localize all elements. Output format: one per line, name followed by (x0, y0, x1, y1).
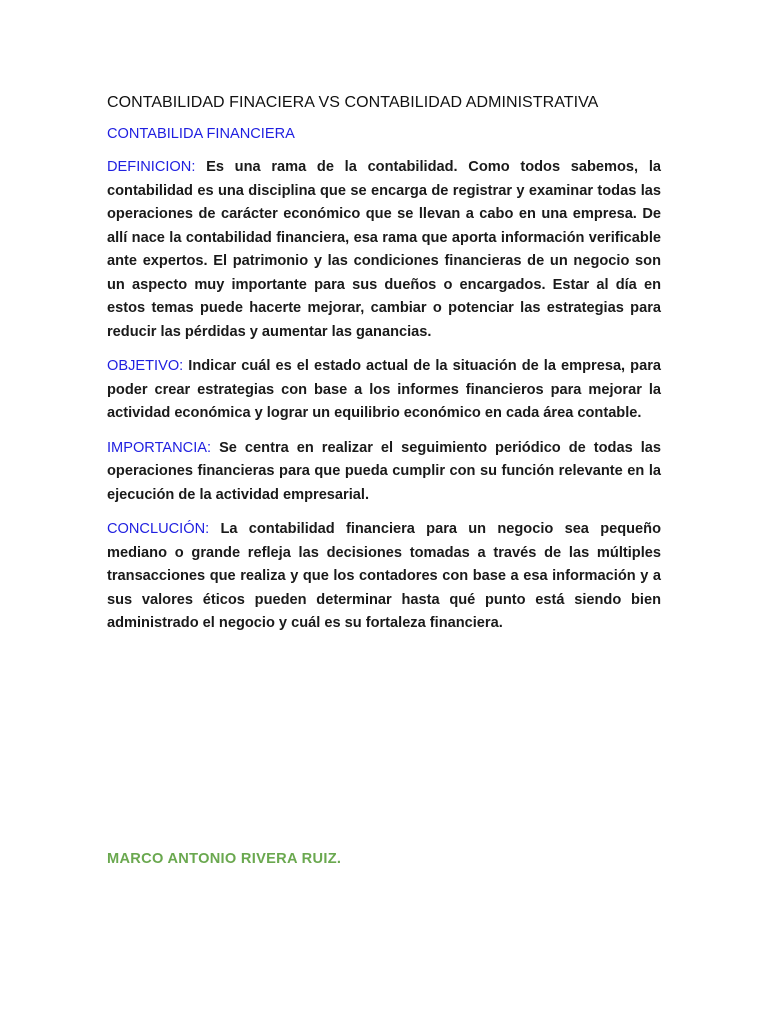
importance-paragraph (107, 437, 661, 508)
objective-paragraph (107, 355, 661, 426)
document-body (107, 94, 661, 647)
section-heading: CONTABILIDA FINANCIERA (107, 126, 295, 142)
importance-text: Se centra en realizar el seguimiento periódico de todas las operaciones financieras para que pueda cumplir con su función relevante en la ejecución de la actividad empresarial. (107, 439, 661, 503)
conclusion-text: La contabilidad financiera para un negocio sea pequeño mediano o grande refleja las decisiones tomadas a través de las múltiples transacciones que realiza y que los contadores con base a esa información y a sus valores éticos pueden determinar hasta qué punto está siendo bien administrado el negocio y cuál es su fortaleza financiera. (107, 521, 661, 631)
definition-paragraph (107, 156, 661, 344)
conclusion-label: CONCLUCIÓN: (107, 521, 210, 537)
conclusion-paragraph (107, 518, 661, 636)
importance-label: IMPORTANCIA: (107, 439, 212, 456)
objective-text: Indicar cuál es el estado actual de la situación de la empresa, para poder crear estrategias con base a los informes financieros para mejorar la actividad económica y lograr un equilibrio económico en cada área contable. (107, 358, 661, 421)
document-title: CONTABILIDAD FINACIERA VS CONTABILIDAD ADMINISTRATIVA (107, 94, 599, 111)
definition-label: DEFINICION: (107, 159, 196, 175)
objective-label: OBJETIVO: (107, 358, 184, 374)
definition-text: Es una rama de la contabilidad. Como todos sabemos, la contabilidad es una disciplina que se encarga de registrar y examinar todas las operaciones de carácter económico que se llevan a cabo en una empresa. De allí nace la contabilidad financiera, esa rama que aporta información verificable ante expertos. El patrimonio y las condiciones financieras de un negocio son un aspecto muy importante para sus dueños o encargados. Estar al día en estos temas puede hacerte mejorar, cambiar o potenciar las estrategias para reducir las pérdidas y aumentar las ganancias. (107, 159, 661, 340)
author-name: MARCO ANTONIO RIVERA RUIZ. (107, 851, 342, 867)
